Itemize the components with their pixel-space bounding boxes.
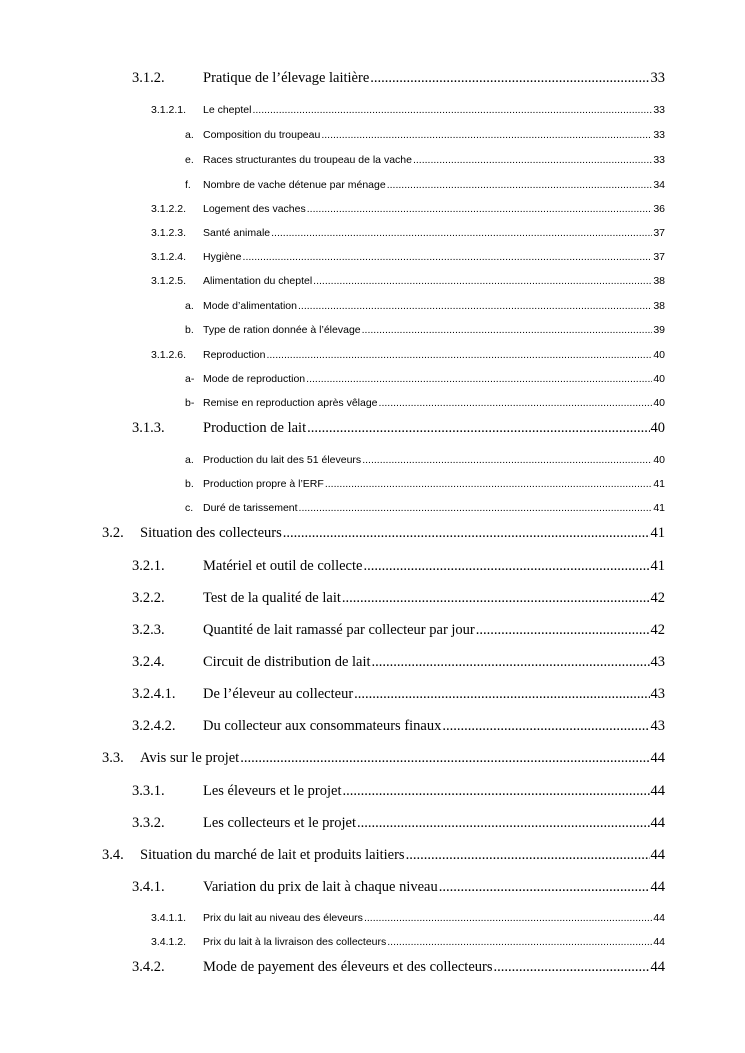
toc-title: Pratique de l’élevage laitière xyxy=(203,70,370,86)
toc-leader xyxy=(354,686,649,703)
toc-entry[interactable] xyxy=(102,525,665,542)
toc-number: 3.2.4.2. xyxy=(132,718,176,734)
toc-leader xyxy=(266,349,652,361)
toc-leader xyxy=(387,936,652,948)
toc-title: Hygiène xyxy=(203,251,242,263)
toc-page: 37 xyxy=(653,251,665,263)
toc-page: 42 xyxy=(650,622,665,638)
toc-title: Production propre à l’ERF xyxy=(203,478,324,490)
toc-leader xyxy=(439,879,650,896)
toc-page: 37 xyxy=(653,227,665,239)
toc-number: b- xyxy=(185,397,195,409)
toc-leader xyxy=(283,525,650,542)
toc-number: 3.1.2.2. xyxy=(151,203,187,215)
toc-entry[interactable] xyxy=(151,227,665,239)
toc-leader xyxy=(362,454,652,466)
toc-page: 40 xyxy=(653,373,665,385)
toc-leader xyxy=(413,154,652,166)
toc-page: 42 xyxy=(650,590,665,606)
toc-entry[interactable] xyxy=(185,478,665,490)
toc-title: Circuit de distribution de lait xyxy=(203,654,371,670)
toc-title: Test de la qualité de lait xyxy=(203,590,341,606)
toc-leader xyxy=(306,373,652,385)
toc-page: 41 xyxy=(653,478,665,490)
toc-number: 3.2. xyxy=(102,525,124,541)
toc-page: 44 xyxy=(653,912,665,924)
toc-entry[interactable] xyxy=(151,104,665,116)
toc-entry[interactable] xyxy=(132,654,665,671)
toc-title: Situation du marché de lait et produits laitiers xyxy=(140,847,405,863)
toc-title: Remise en reproduction après vêlage xyxy=(203,397,378,409)
toc-leader xyxy=(357,815,650,832)
toc-entry[interactable] xyxy=(185,179,665,191)
toc-page: 44 xyxy=(650,750,665,766)
toc-entry[interactable] xyxy=(132,622,665,639)
toc-page: 33 xyxy=(653,154,665,166)
toc-title: Reproduction xyxy=(203,349,266,361)
toc-entry[interactable] xyxy=(185,129,665,141)
toc-title: Les collecteurs et le projet xyxy=(203,815,356,831)
toc-page: 34 xyxy=(653,179,665,191)
toc-page: 43 xyxy=(650,718,665,734)
toc-number: e. xyxy=(185,154,194,166)
toc-page: 40 xyxy=(653,397,665,409)
toc-leader xyxy=(379,397,653,409)
toc-entry[interactable] xyxy=(151,203,665,215)
toc-page: 33 xyxy=(650,70,665,86)
toc-title: Logement des vaches xyxy=(203,203,306,215)
toc-number: 3.2.4.1. xyxy=(132,686,176,702)
toc-page: 44 xyxy=(650,815,665,831)
toc-number: 3.2.1. xyxy=(132,558,165,574)
toc-page: 41 xyxy=(650,558,665,574)
toc-page: 40 xyxy=(650,420,665,436)
toc-number: 3.2.2. xyxy=(132,590,165,606)
toc-title: Mode d’alimentation xyxy=(203,300,297,312)
toc-entry[interactable] xyxy=(185,300,665,312)
toc-title: Production de lait xyxy=(203,420,307,436)
toc-title: Le cheptel xyxy=(203,104,252,116)
toc-entry[interactable] xyxy=(132,590,665,607)
toc-number: 3.4.1. xyxy=(132,879,165,895)
toc-entry[interactable] xyxy=(151,912,665,924)
toc-page: 33 xyxy=(653,104,665,116)
toc-page: 39 xyxy=(653,324,665,336)
toc-entry[interactable] xyxy=(185,373,665,385)
toc-leader xyxy=(370,70,649,87)
toc-entry[interactable] xyxy=(185,502,665,514)
toc-leader xyxy=(493,959,649,976)
toc-number: 3.2.4. xyxy=(132,654,165,670)
toc-entry[interactable] xyxy=(132,686,665,703)
toc-leader xyxy=(442,718,649,735)
toc-number: a. xyxy=(185,129,194,141)
toc-title: Prix du lait à la livraison des collecteurs xyxy=(203,936,387,948)
toc-entry[interactable] xyxy=(185,397,665,409)
toc-leader xyxy=(476,622,650,639)
toc-leader xyxy=(325,478,653,490)
toc-entry[interactable] xyxy=(151,251,665,263)
toc-page: 38 xyxy=(653,275,665,287)
toc-number: 3.3.1. xyxy=(132,783,165,799)
toc-page: 43 xyxy=(650,686,665,702)
toc-title: Santé animale xyxy=(203,227,271,239)
toc-title: Quantité de lait ramassé par collecteur par jour xyxy=(203,622,475,638)
toc-page: 40 xyxy=(653,454,665,466)
toc-title: Du collecteur aux consommateurs finaux xyxy=(203,718,442,734)
toc-title: Prix du lait au niveau des éleveurs xyxy=(203,912,363,924)
toc-title: Mode de reproduction xyxy=(203,373,306,385)
toc-page: 40 xyxy=(653,349,665,361)
toc-number: 3.1.2.1. xyxy=(151,104,187,116)
toc-number: a. xyxy=(185,454,194,466)
toc-entry[interactable] xyxy=(185,324,665,336)
toc-entry[interactable] xyxy=(151,349,665,361)
toc-title: Composition du troupeau xyxy=(203,129,321,141)
toc-number: f. xyxy=(185,179,191,191)
toc-entry[interactable] xyxy=(132,558,665,575)
toc-leader xyxy=(387,179,653,191)
toc-leader xyxy=(298,300,652,312)
toc-title: Variation du prix de lait à chaque niveau xyxy=(203,879,438,895)
toc-title: Type de ration donnée à l’élevage xyxy=(203,324,361,336)
toc-page: 44 xyxy=(650,879,665,895)
toc-number: a- xyxy=(185,373,195,385)
toc-page: 41 xyxy=(650,525,665,541)
toc-page: 44 xyxy=(650,959,665,975)
toc-number: 3.4. xyxy=(102,847,124,863)
toc-page: 33 xyxy=(653,129,665,141)
toc-number: c. xyxy=(185,502,194,514)
toc-entry[interactable] xyxy=(132,783,665,800)
toc-title: Duré de tarissement xyxy=(203,502,298,514)
toc-page: 44 xyxy=(650,783,665,799)
toc-number: 3.3. xyxy=(102,750,124,766)
toc-title: Les éleveurs et le projet xyxy=(203,783,342,799)
toc-number: 3.4.1.2. xyxy=(151,936,187,948)
toc-leader xyxy=(364,912,652,924)
toc-entry[interactable] xyxy=(132,879,665,896)
toc-title: Production du lait des 51 éleveurs xyxy=(203,454,362,466)
toc-leader xyxy=(271,227,652,239)
toc-number: 3.1.2.5. xyxy=(151,275,187,287)
toc-entry[interactable] xyxy=(132,718,665,735)
toc-entry[interactable] xyxy=(102,847,665,864)
toc-leader xyxy=(363,558,649,575)
toc-number: 3.3.2. xyxy=(132,815,165,831)
toc-title: De l’éleveur au collecteur xyxy=(203,686,354,702)
toc-leader xyxy=(321,129,652,141)
toc-number: 3.1.2. xyxy=(132,70,165,86)
toc-page: 43 xyxy=(650,654,665,670)
toc-leader xyxy=(240,750,649,767)
toc-leader xyxy=(362,324,653,336)
toc-leader xyxy=(343,783,650,800)
toc-leader xyxy=(372,654,650,671)
toc-title: Situation des collecteurs xyxy=(140,525,282,541)
toc-leader xyxy=(342,590,650,607)
toc-title: Alimentation du cheptel xyxy=(203,275,313,287)
toc-entry[interactable] xyxy=(132,70,665,87)
toc-number: 3.4.1.1. xyxy=(151,912,187,924)
toc-number: b. xyxy=(185,324,194,336)
toc-page: 44 xyxy=(650,847,665,863)
toc-page: 41 xyxy=(653,502,665,514)
toc-entry[interactable] xyxy=(151,936,665,948)
toc-entry[interactable] xyxy=(132,420,665,437)
toc-leader xyxy=(313,275,652,287)
toc-leader xyxy=(243,251,653,263)
toc-entry[interactable] xyxy=(151,275,665,287)
toc-number: 3.1.2.4. xyxy=(151,251,187,263)
toc-number: 3.4.2. xyxy=(132,959,165,975)
toc-title: Nombre de vache détenue par ménage xyxy=(203,179,386,191)
toc-entry[interactable] xyxy=(132,959,665,976)
toc-page: 36 xyxy=(653,203,665,215)
toc-page: 44 xyxy=(653,936,665,948)
toc-leader xyxy=(299,502,653,514)
toc-entry[interactable] xyxy=(185,154,665,166)
toc-leader xyxy=(307,203,653,215)
toc-number: b. xyxy=(185,478,194,490)
toc-number: 3.1.2.6. xyxy=(151,349,187,361)
toc-title: Avis sur le projet xyxy=(140,750,240,766)
toc-page: 38 xyxy=(653,300,665,312)
toc-leader xyxy=(307,420,649,437)
toc-leader xyxy=(406,847,650,864)
toc-entry[interactable] xyxy=(185,454,665,466)
toc-title: Races structurantes du troupeau de la vache xyxy=(203,154,412,166)
toc-entry[interactable] xyxy=(102,750,665,767)
toc-number: a. xyxy=(185,300,194,312)
toc-number: 3.1.2.3. xyxy=(151,227,187,239)
toc-number: 3.1.3. xyxy=(132,420,165,436)
toc-number: 3.2.3. xyxy=(132,622,165,638)
toc-title: Mode de payement des éleveurs et des collecteurs xyxy=(203,959,493,975)
toc-leader xyxy=(252,104,652,116)
toc-title: Matériel et outil de collecte xyxy=(203,558,363,574)
toc-entry[interactable] xyxy=(132,815,665,832)
